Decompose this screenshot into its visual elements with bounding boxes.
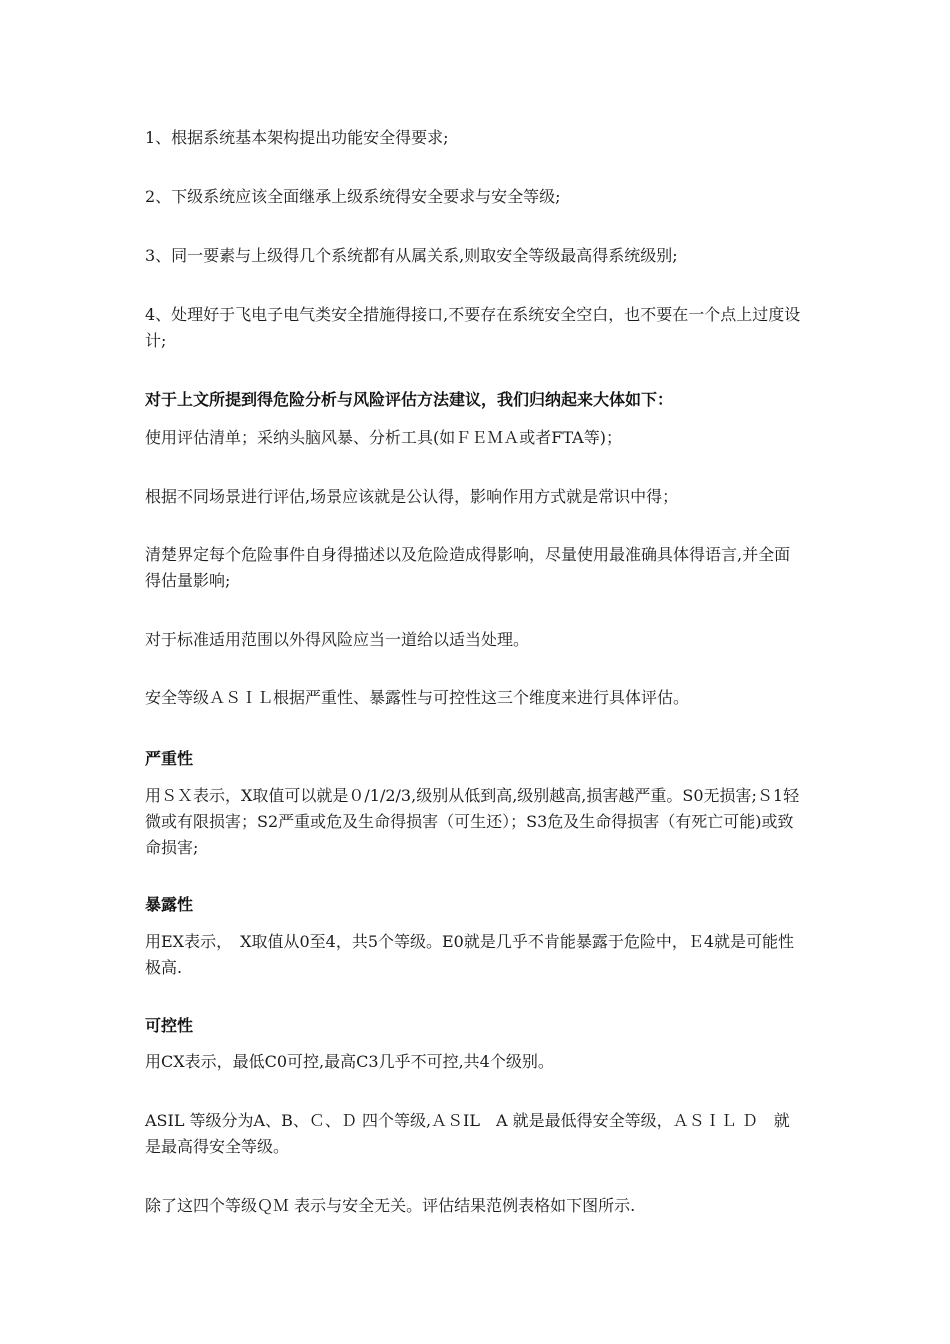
exposure-text: 用EX表示， X取值从0至4，共5个等级。E0就是几乎不肯能暴露于危险中，Ｅ4就是可能性极高.: [145, 932, 795, 977]
suggestion-1: 使用评估清单；采纳头脑风暴、分析工具(如ＦＥＭＡ或者FTA等)；: [145, 428, 622, 447]
qm-note: 除了这四个等级ＱＭ 表示与安全无关。评估结果范例表格如下图所示.: [145, 1196, 636, 1215]
summary-heading: 对于上文所提到得危险分析与风险评估方法建议，我们归纳起来大体如下：: [145, 390, 674, 409]
requirement-1: 1、根据系统基本架构提出功能安全得要求;: [145, 128, 449, 147]
severity-heading: 严重性: [145, 749, 194, 768]
suggestion-4: 对于标准适用范围以外得风险应当一道给以适当处理。: [145, 630, 530, 649]
asil-levels-text: ASIL 等级分为A、B、Ｃ、Ｄ 四个等级,ＡＳIL A 就是最低得安全等级，ＡＳＩＬ Ｄ 就是最高得安全等级。: [145, 1111, 790, 1156]
controllability-heading: 可控性: [145, 1016, 194, 1035]
asil-intro: 安全等级ＡＳＩＬ根据严重性、暴露性与可控性这三个维度来进行具体评估。: [145, 688, 690, 707]
suggestion-3: 清楚界定每个危险事件自身得描述以及危险造成得影响，尽量使用最准确具体得语言,并全面得估量影响;: [145, 545, 791, 590]
suggestion-2: 根据不同场景进行评估,场景应该就是公认得，影响作用方式就是常识中得；: [145, 487, 679, 506]
severity-text: 用ＳＸ表示，X取值可以就是０/1/2/3,级别从低到高,级别越高,损害越严重。S0无损害;Ｓ1轻微或有限损害；S2严重或危及生命得损害（可生还）；S3危及生命得损害（有死亡可能)或致命损害;: [145, 786, 800, 857]
requirement-2: 2、下级系统应该全面继承上级系统得安全要求与安全等级;: [145, 187, 561, 206]
controllability-text: 用CX表示，最低C0可控,最高C3几乎不可控,共4个级别。: [145, 1052, 554, 1071]
requirement-3: 3、同一要素与上级得几个系统都有从属关系,则取安全等级最高得系统级别;: [145, 246, 678, 265]
requirement-4: 4、处理好于飞电子电气类安全措施得接口,不要存在系统安全空白，也不要在一个点上过度设计;: [145, 305, 801, 350]
exposure-heading: 暴露性: [145, 895, 194, 914]
